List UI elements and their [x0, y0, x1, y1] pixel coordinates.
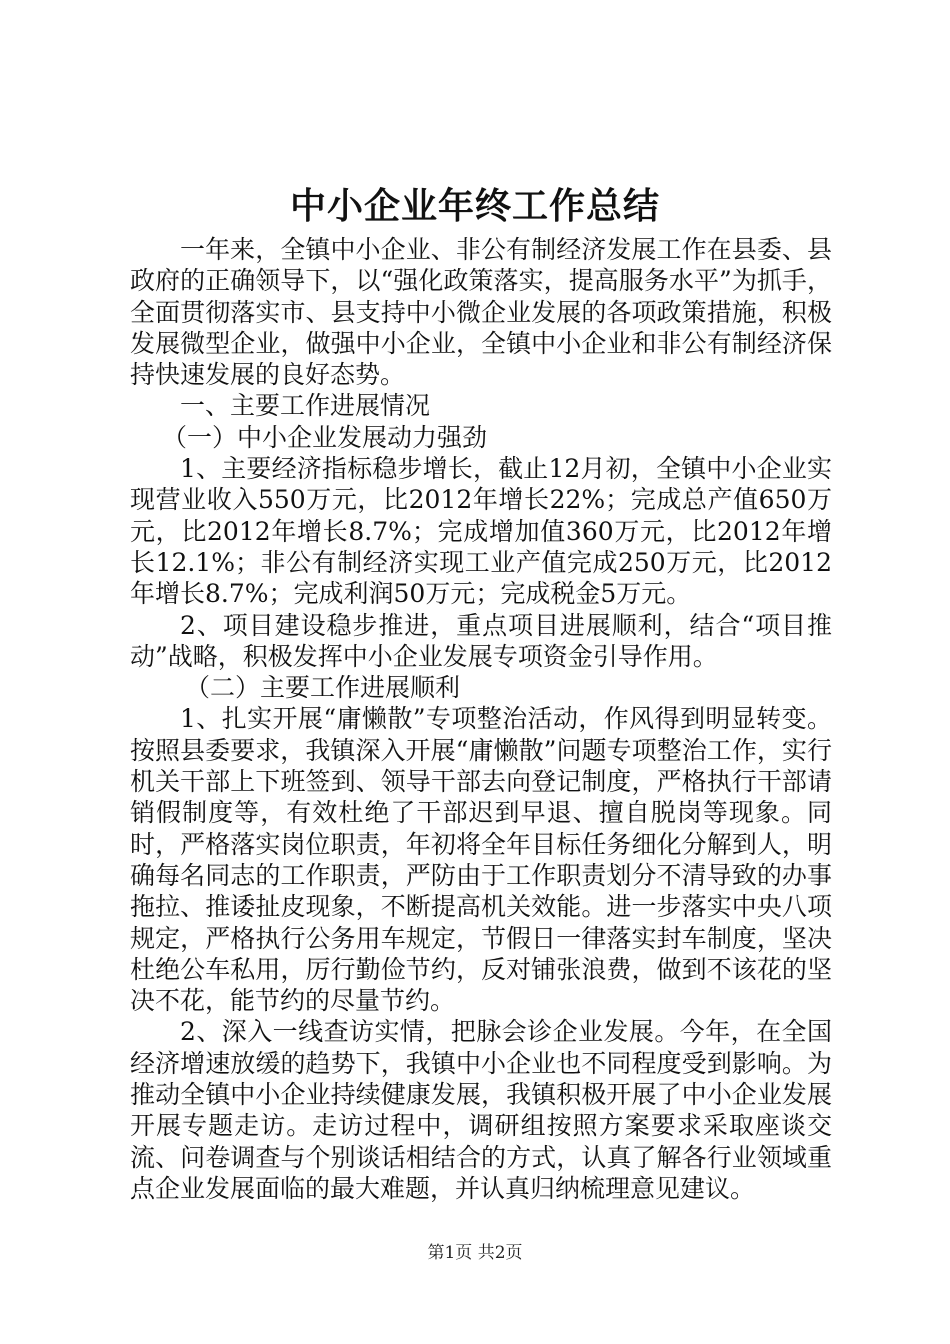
subsection-heading-2: （二）主要工作进展顺利: [185, 673, 461, 703]
paragraph-field-visits: 2、深入一线查访实情，把脉会诊企业发展。今年，在全国经济增速放缓的趋势下，我镇中小企业也不同程度受到影响。为推动全镇中小企业持续健康发展，我镇积极开展了中小企业发展开展专题走访。走访过程中，调研组按照方案要求采取座谈交流、问卷调查与个别谈话相结合的方式，认真了解各行业领域重点企业发展面临的最大难题，并认真归纳梳理意见建议。: [130, 1017, 832, 1203]
page-number-footer: 第1页 共2页: [427, 1243, 523, 1263]
paragraph-rectification: 1、扎实开展“庸懒散”专项整治活动，作风得到明显转变。按照县委要求，我镇深入开展“庸懒散”问题专项整治工作，实行机关干部上下班签到、领导干部去向登记制度，严格执行干部请销假制度等，有效杜绝了干部迟到早退、擅自脱岗等现象。同时，严格落实岗位职责，年初将全年目标任务细化分解到人，明确每名同志的工作职责，严防由于工作职责划分不清导致的办事拖拉、推诿扯皮现象，不断提高机关效能。进一步落实中央八项规定，严格执行公务用车规定，节假日一律落实封车制度，坚决杜绝公车私用，厉行勤俭节约，反对铺张浪费，做到不该花的坚决不花，能节约的尽量节约。: [130, 704, 832, 1016]
subsection-heading-1: （一）中小企业发展动力强劲: [162, 422, 488, 452]
intro-paragraph: 一年来，全镇中小企业、非公有制经济发展工作在县委、县政府的正确领导下，以“强化政策落实，提高服务水平”为抓手，全面贯彻落实市、县支持中小微企业发展的各项政策措施，积极发展微型企业，做强中小企业，全镇中小企业和非公有制经济保持快速发展的良好态势。: [130, 235, 832, 390]
paragraph-economic-indicators: 1、主要经济指标稳步增长，截止12月初，全镇中小企业实现营业收入550万元，比2012年增长22%；完成总产值650万元，比2012年增长8.7%；完成增加值360万元，比2012年增长12.1%；非公有制经济实现工业产值完成250万元，比2012年增长8.7%；完成利润50万元；完成税金5万元。: [130, 454, 832, 609]
paragraph-project-construction: 2、项目建设稳步推进，重点项目进展顺利，结合“项目推动”战略，积极发挥中小企业发展专项资金引导作用。: [130, 610, 832, 671]
section-heading-1: 一、主要工作进展情况: [180, 391, 431, 421]
document-body: [130, 234, 832, 1204]
document-title: 中小企业年终工作总结: [289, 186, 660, 227]
